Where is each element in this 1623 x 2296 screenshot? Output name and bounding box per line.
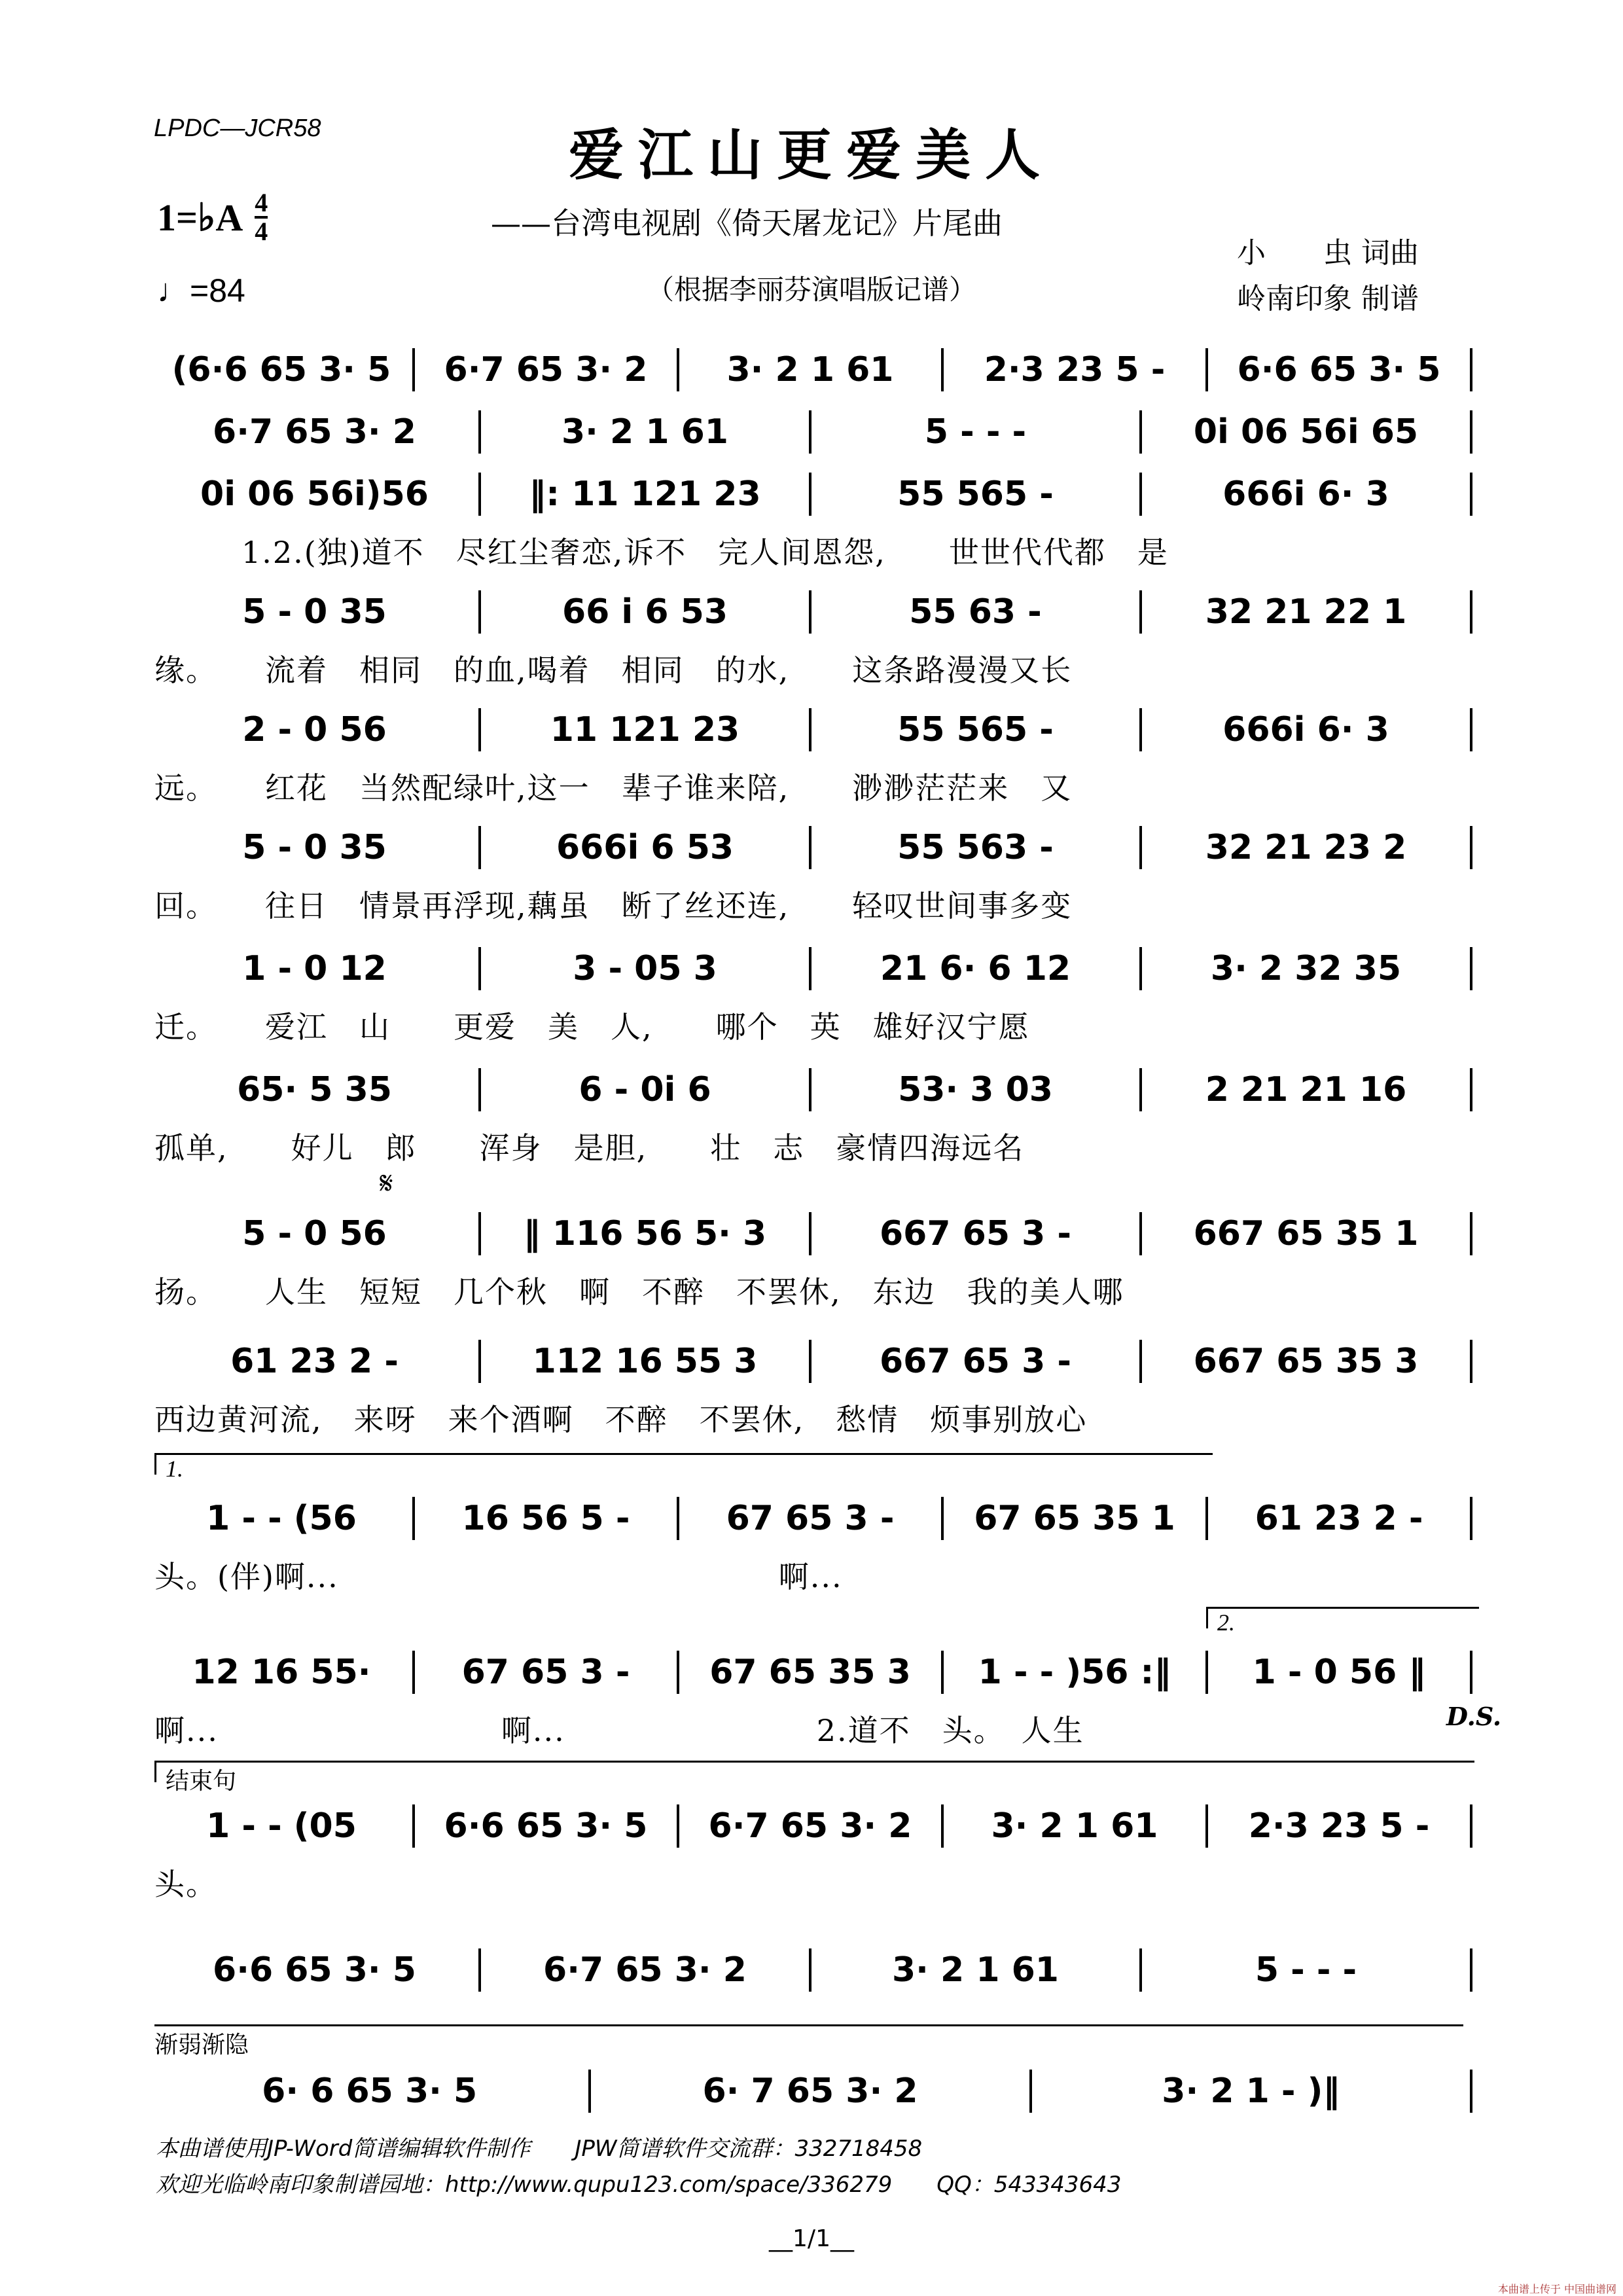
measure: 3· 2 32 35: [1210, 949, 1402, 988]
measure: 1 - - (56: [206, 1499, 357, 1538]
lyrics-line: 回。 往日 情景再浮现,藕虽 断了丝还连, 轻叹世间事多变: [154, 888, 1073, 924]
barline: [1470, 1212, 1472, 1255]
notes-row: [154, 471, 1476, 517]
measure: 1 - - )56 :‖: [978, 1653, 1171, 1692]
subtitle: ——台湾电视剧《倚天屠龙记》片尾曲: [491, 206, 1003, 241]
lyrics-line: 头。(伴)啊... 啊...: [154, 1559, 843, 1594]
barline: [478, 473, 481, 516]
barline: [478, 708, 481, 751]
score-system: [154, 409, 1476, 455]
barline: [809, 1948, 812, 1992]
barline: [677, 1804, 679, 1848]
score-system: [154, 471, 1476, 572]
ending-label: 结束句: [166, 1768, 237, 1794]
barline: [1470, 1340, 1472, 1383]
measure: 667 65 35 3: [1193, 1342, 1419, 1381]
measure: 112 16 55 3: [532, 1342, 758, 1381]
measure: 55 565 -: [897, 475, 1054, 514]
measure: 6·6 65 3· 5: [444, 1806, 648, 1846]
lyrics-line: 迁。 爱江 山 更爱 美 人, 哪个 英 雄好汉宁愿: [154, 1009, 1030, 1045]
measure: 6 - 0i 6: [579, 1070, 711, 1109]
fade-label: 渐弱渐隐: [154, 2032, 249, 2058]
key-signature: [157, 190, 268, 245]
measure: 2·3 23 5 -: [984, 350, 1166, 389]
ds-mark: D.S.: [1446, 1702, 1502, 1731]
volta-1: [154, 1453, 1213, 1482]
barline: [1139, 947, 1142, 990]
lyrics-line: 头。: [154, 1867, 217, 1902]
barline: [478, 1948, 481, 1992]
score-system: [154, 589, 1476, 690]
measure: 2 - 0 56: [242, 710, 387, 749]
barline: [677, 1651, 679, 1694]
score-system: [154, 2068, 1476, 2114]
measure: 3· 2 1 - )‖: [1162, 2072, 1340, 2111]
barline: [588, 2070, 591, 2113]
barline: [1139, 1340, 1142, 1383]
measure: 6·7 65 3· 2: [708, 1806, 912, 1846]
score-system: [154, 825, 1476, 925]
barline: [478, 590, 481, 634]
measure: 21 6· 6 12: [880, 949, 1071, 988]
barline: [1470, 410, 1472, 454]
measure: 666i 6· 3: [1222, 475, 1389, 514]
barline: [1470, 348, 1472, 391]
score-system: [154, 1338, 1476, 1439]
lyrics-line: 1.2.(独)道不 尽红尘奢恋,诉不 完人间恩怨, 世世代代都 是: [154, 535, 1169, 570]
barline: [1139, 708, 1142, 751]
barline: [941, 1497, 944, 1540]
measure: 1 - 0 12: [242, 949, 387, 988]
barline: [478, 1340, 481, 1383]
barline: [1470, 1068, 1472, 1111]
barline: [1139, 1212, 1142, 1255]
volta-1-label: 1.: [166, 1456, 183, 1482]
barline: [809, 473, 812, 516]
barline: [1205, 348, 1208, 391]
barline: [1139, 826, 1142, 869]
measure: 67 65 3 -: [726, 1499, 895, 1538]
page-number: __1/1__: [769, 2225, 854, 2252]
barline: [809, 1212, 812, 1255]
notes-row: [154, 1496, 1476, 1541]
notes-row: [154, 946, 1476, 992]
barline: [412, 1651, 415, 1694]
measure: 1 - - (05: [206, 1806, 357, 1846]
fade-section: [154, 2024, 1463, 2058]
barline: [809, 708, 812, 751]
measure: 65· 5 35: [237, 1070, 392, 1109]
barline: [809, 826, 812, 869]
barline: [1470, 1497, 1472, 1540]
barline: [941, 1804, 944, 1848]
notes-row: [154, 1947, 1476, 1993]
barline: [1470, 1804, 1472, 1848]
barline: [412, 1804, 415, 1848]
measure: 6· 7 65 3· 2: [702, 2072, 918, 2111]
score-system: [154, 707, 1476, 808]
notes-row: [154, 1803, 1476, 1849]
composer-credit: 小 虫 词曲: [1237, 236, 1419, 270]
barline: [1470, 473, 1472, 516]
barline: [1139, 1068, 1142, 1111]
measure: 67 65 35 1: [974, 1499, 1175, 1538]
barline: [412, 348, 415, 391]
measure: 5 - 0 56: [242, 1214, 387, 1253]
barline: [809, 1068, 812, 1111]
lyrics-line: 啊... 啊... 2.道不 头。 人生: [154, 1713, 1084, 1748]
measure: 2·3 23 5 -: [1248, 1806, 1430, 1846]
barline: [677, 348, 679, 391]
notes-row: [154, 1649, 1476, 1695]
score-system: [154, 946, 1476, 1047]
measure: 67 65 35 3: [709, 1653, 911, 1692]
barline: [1470, 2070, 1472, 2113]
measure: ‖: 11 121 23: [529, 475, 761, 514]
measure: 12 16 55·: [192, 1653, 371, 1692]
barline: [1139, 473, 1142, 516]
barline: [478, 1212, 481, 1255]
measure: 667 65 3 -: [880, 1342, 1071, 1381]
measure: 55 565 -: [897, 710, 1054, 749]
barline: [677, 1497, 679, 1540]
segno-icon: 𝄋: [380, 1165, 393, 1202]
notes-row: [154, 1338, 1476, 1384]
barline: [809, 590, 812, 634]
measure: 55 563 -: [897, 828, 1054, 867]
measure: 5 - - -: [1255, 1950, 1357, 1990]
watermark: 本曲谱上传于 中国曲谱网: [1497, 2283, 1616, 2295]
barline: [1139, 410, 1142, 454]
notes-row: [154, 2068, 1476, 2114]
measure: 66 i 6 53: [562, 592, 728, 632]
barline: [1139, 1948, 1142, 1992]
measure: 6· 6 65 3· 5: [262, 2072, 478, 2111]
transcription-note: （根据李丽芬演唱版记谱）: [646, 274, 976, 306]
barline: [1470, 826, 1472, 869]
ending-section: [154, 1761, 1474, 1794]
measure: 666i 6· 3: [1222, 710, 1389, 749]
barline: [809, 947, 812, 990]
notes-row: [154, 409, 1476, 455]
barline: [809, 410, 812, 454]
measure: 5 - 0 35: [242, 592, 387, 632]
measure: 1 - 0 56 ‖: [1252, 1653, 1426, 1692]
barline: [1029, 2070, 1032, 2113]
measure: 6·7 65 3· 2: [543, 1950, 747, 1990]
footer-software-note: 本曲谱使用JP-Word简谱编辑软件制作 JPW简谱软件交流群：332718458: [156, 2136, 923, 2162]
measure: 3 - 05 3: [573, 949, 717, 988]
barline: [809, 1340, 812, 1383]
barline: [478, 947, 481, 990]
score-system: [154, 1649, 1476, 1750]
measure: 32 21 22 1: [1205, 592, 1407, 632]
barline: [1470, 1948, 1472, 1992]
measure: 667 65 3 -: [880, 1214, 1071, 1253]
measure: 5 - - -: [924, 412, 1027, 452]
measure: 0i 06 56i 65: [1193, 412, 1419, 452]
volta-2-label: 2.: [1217, 1609, 1235, 1636]
measure: 667 65 35 1: [1193, 1214, 1419, 1253]
score-system: [154, 1803, 1476, 1904]
measure: (6·6 65 3· 5: [171, 350, 391, 389]
measure: 61 23 2 -: [230, 1342, 399, 1381]
measure: ‖ 116 56 5· 3: [523, 1214, 767, 1253]
barline: [1205, 1651, 1208, 1694]
score-system: [154, 1067, 1476, 1168]
barline: [1205, 1497, 1208, 1540]
volta-2: [1206, 1607, 1479, 1636]
lyrics-line: 西边黄河流, 来呀 来个酒啊 不醉 不罢休, 愁情 烦事别放心: [154, 1402, 1088, 1437]
measure: 3· 2 1 61: [991, 1806, 1158, 1846]
measure: 2 21 21 16: [1205, 1070, 1407, 1109]
measure: 3· 2 1 61: [726, 350, 894, 389]
lyrics-line: 孤单, 好儿 郎 浑身 是胆, 壮 志 豪情四海远名: [154, 1130, 1025, 1166]
measure: 53· 3 03: [898, 1070, 1053, 1109]
score-code: LPDC—JCR58: [154, 115, 321, 142]
measure: 61 23 2 -: [1255, 1499, 1423, 1538]
measure: 3· 2 1 61: [562, 412, 728, 452]
barline: [1470, 947, 1472, 990]
barline: [1205, 1804, 1208, 1848]
footer-website: 欢迎光临岭南印象制谱园地：http://www.qupu123.com/space/336279 QQ：543343643: [156, 2172, 1122, 2198]
notes-row: [154, 1211, 1476, 1257]
key-label: 1=♭A: [157, 196, 243, 239]
notes-row: [154, 707, 1476, 753]
song-title: 爱江山更爱美人: [568, 122, 1054, 187]
measure: 6·6 65 3· 5: [213, 1950, 416, 1990]
measure: 0i 06 56i)56: [200, 475, 429, 514]
barline: [941, 348, 944, 391]
barline: [1470, 590, 1472, 634]
barline: [412, 1497, 415, 1540]
measure: 6·7 65 3· 2: [213, 412, 416, 452]
score-system: [154, 1947, 1476, 1993]
lyrics-line: 远。 红花 当然配绿叶,这一 辈子谁来陪, 渺渺茫茫来 又: [154, 770, 1073, 806]
notes-row: [154, 589, 1476, 635]
barline: [1139, 590, 1142, 634]
lyrics-line: 扬。 人生 短短 几个秋 啊 不醉 不罢休, 东边 我的美人哪: [154, 1274, 1124, 1310]
arranger-credit: 岭南印象 制谱: [1237, 282, 1419, 315]
measure: 6·6 65 3· 5: [1237, 350, 1441, 389]
measure: 3· 2 1 61: [892, 1950, 1059, 1990]
barline: [1470, 708, 1472, 751]
tempo-marking: ♩=84: [157, 272, 245, 309]
time-signature: [255, 190, 268, 245]
score-system: [154, 347, 1476, 393]
score-system: [154, 1211, 1476, 1312]
measure: 32 21 23 2: [1205, 828, 1407, 867]
barline: [478, 826, 481, 869]
measure: 11 121 23: [550, 710, 740, 749]
time-top: 4: [255, 188, 268, 217]
measure: 55 63 -: [909, 592, 1042, 632]
measure: 666i 6 53: [556, 828, 734, 867]
notes-row: [154, 1067, 1476, 1113]
measure: 67 65 3 -: [461, 1653, 630, 1692]
barline: [478, 410, 481, 454]
barline: [941, 1651, 944, 1694]
barline: [1470, 1651, 1472, 1694]
barline: [478, 1068, 481, 1111]
notes-row: [154, 347, 1476, 393]
notes-row: [154, 825, 1476, 870]
score-system: [154, 1496, 1476, 1596]
measure: 5 - 0 35: [242, 828, 387, 867]
measure: 16 56 5 -: [461, 1499, 630, 1538]
measure: 6·7 65 3· 2: [444, 350, 648, 389]
time-bottom: 4: [255, 217, 268, 246]
lyrics-line: 缘。 流着 相同 的血,喝着 相同 的水, 这条路漫漫又长: [154, 653, 1073, 688]
